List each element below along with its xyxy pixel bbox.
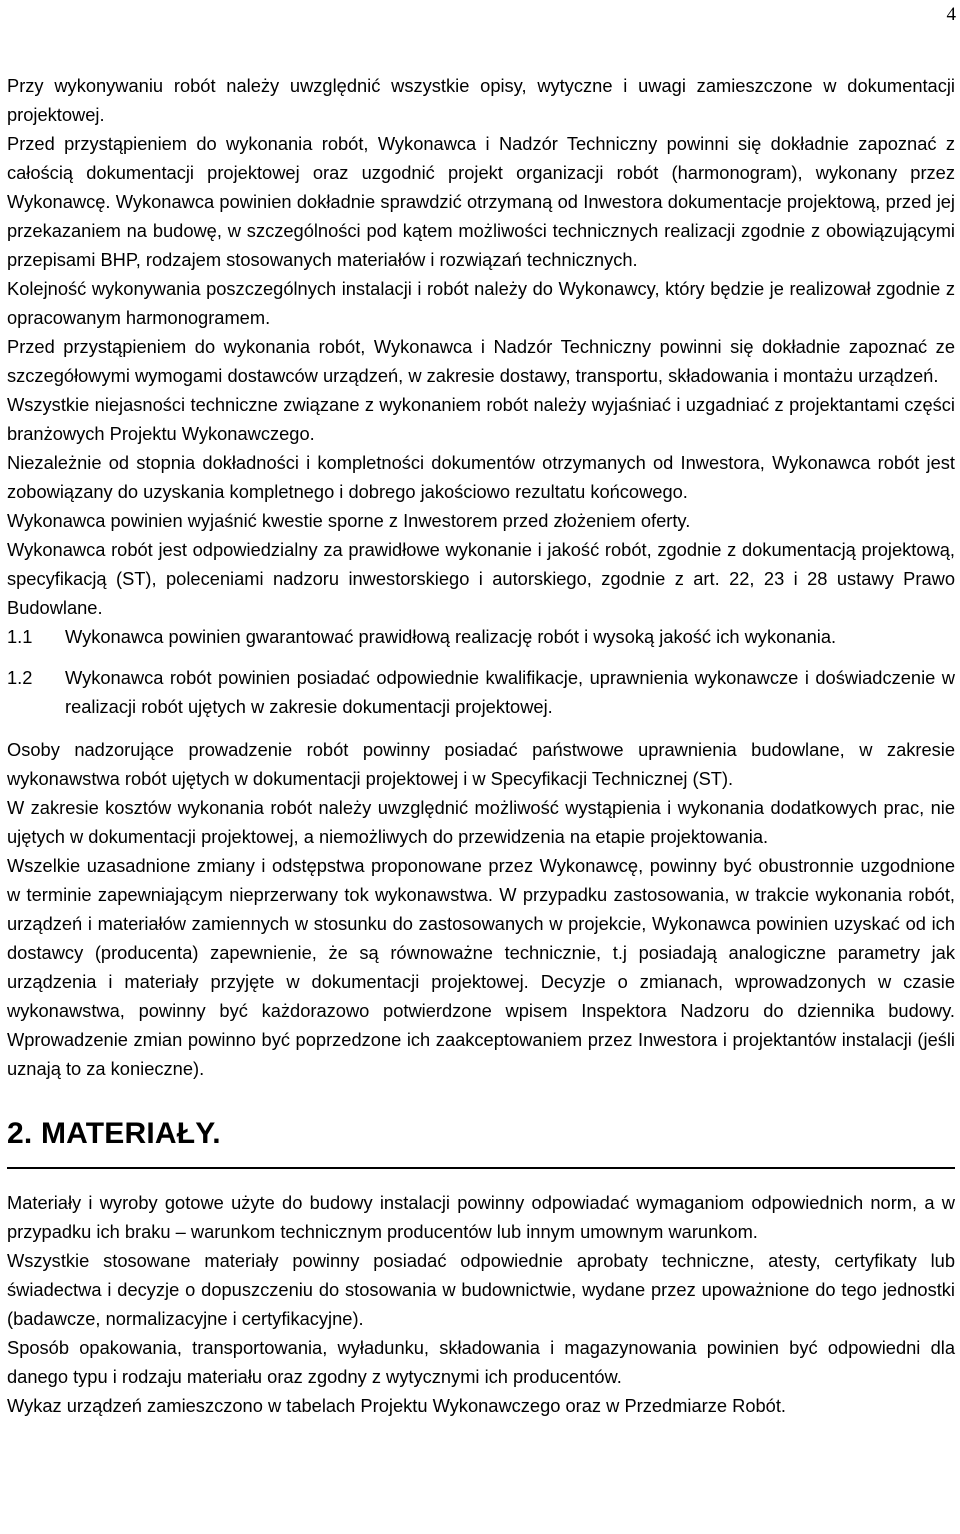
item-number: 1.2 <box>7 667 33 688</box>
paragraph: Przed przystąpieniem do wykonania robót, Wykonawca i Nadzór Techniczny powinni się dokładnie zapoznać ze szczegółowymi wymogami dostawców urządzeń, w zakresie dostawy, transportu, składowania i montażu urządzeń. <box>7 336 955 386</box>
paragraph: Wykonawca powinien wyjaśnić kwestie sporne z Inwestorem przed złożeniem oferty. <box>7 510 691 531</box>
item-text: Wykonawca robót powinien posiadać odpowiednie kwalifikacje, uprawnienia wykonawcze i doświadczenie w realizacji robót ujętych w zakresie dokumentacji projektowej. <box>65 667 955 717</box>
paragraph: W zakresie kosztów wykonania robót należy uwzględnić możliwość wystąpienia i wykonania dodatkowych prac, nie ujętych w dokumentacji projektowej, a niemożliwych do przewidzenia na etapie projektowania. <box>7 797 955 847</box>
paragraph: Wszelkie uzasadnione zmiany i odstępstwa proponowane przez Wykonawcę, powinny być obustronnie uzgodnione w terminie zapewniającym nieprzerwany tok wykonawstwa. W przypadku zastosowania, w trakcie wykonania robót, urządzeń i materiałów zamiennych w stosunku do zastosowanych w projekcie, Wykonawca powinien uzyskać od ich dostawcy (producenta) zapewnienie, że są równoważne technicznie, t.j posiadają analogiczne parametry jak urządzenia i materiały przyjęte w dokumentacji projektowej. Decyzje o zmianach, wprowadzonych w czasie wykonawstwa, powinny być każdorazowo potwierdzone wpisem Inspektora Nadzoru do dziennika budowy. Wprowadzenie zmian powinno być poprzedzone ich zaakceptowaniem przez Inwestora i projektantów instalacji (jeśli uznają to za konieczne). <box>7 855 955 1079</box>
paragraph: Materiały i wyroby gotowe użyte do budowy instalacji powinny odpowiadać wymaganiom odpowiednich norm, a w przypadku ich braku – warunkom technicznym producentów lub innym umownym warunkom. <box>7 1192 955 1242</box>
paragraph: Wykaz urządzeń zamieszczono w tabelach Projektu Wykonawczego oraz w Przedmiarze Robót. <box>7 1395 786 1416</box>
document-body <box>7 71 955 1420</box>
page-number: 4 <box>946 4 956 25</box>
paragraph: Wykonawca robót jest odpowiedzialny za prawidłowe wykonanie i jakość robót, zgodnie z dokumentacją projektową, specyfikacją (ST), poleceniami nadzoru inwestorskiego i autorskiego, zgodnie z art. 22, 23 i 28 ustawy Prawo Budowlane. <box>7 539 955 618</box>
paragraph: Wszystkie stosowane materiały powinny posiadać odpowiednie aprobaty techniczne, atesty, certyfikaty lub świadectwa i decyzje o dopuszczeniu do stosowania w budownictwie, wydane przez upoważnione do tego jednostki (badawcze, normalizacyjne i certyfikacyjne). <box>7 1250 955 1329</box>
paragraph: Przy wykonywaniu robót należy uwzględnić wszystkie opisy, wytyczne i uwagi zamieszczone w dokumentacji projektowej. <box>7 75 955 125</box>
paragraph: Wszystkie niejasności techniczne związane z wykonaniem robót należy wyjaśniać i uzgadniać z projektantami części branżowych Projektu Wykonawczego. <box>7 394 955 444</box>
section-heading: 2. MATERIAŁY. <box>7 1117 221 1150</box>
paragraph: Osoby nadzorujące prowadzenie robót powinny posiadać państwowe uprawnienia budowlane, w zakresie wykonawstwa robót ujętych w dokumentacji projektowej i w Specyfikacji Technicznej (ST). <box>7 739 955 789</box>
numbered-item <box>7 622 955 651</box>
paragraph: Kolejność wykonywania poszczególnych instalacji i robót należy do Wykonawcy, który będzie je realizował zgodnie z opracowanym harmonogramem. <box>7 278 955 328</box>
paragraph: Niezależnie od stopnia dokładności i kompletności dokumentów otrzymanych od Inwestora, Wykonawca robót jest zobowiązany do uzyskania kompletnego i dobrego jakościowo rezultatu końcowego. <box>7 452 955 502</box>
paragraph: Sposób opakowania, transportowania, wyładunku, składowania i magazynowania powinien być odpowiedni dla danego typu i rodzaju materiału oraz zgodny z wytycznymi ich producentów. <box>7 1337 955 1387</box>
item-number: 1.1 <box>7 626 33 647</box>
paragraph: Przed przystąpieniem do wykonania robót, Wykonawca i Nadzór Techniczny powinni się dokładnie zapoznać z całością dokumentacji projektowej oraz uzgodnić projekt organizacji robót (harmonogram), wykonany przez Wykonawcę. Wykonawca powinien dokładnie sprawdzić otrzymaną od Inwestora dokumentacje projektową, przed jej przekazaniem na budowę, w szczególności pod kątem możliwości technicznych realizacji zgodnie z obowiązującymi przepisami BHP, rodzajem stosowanych materiałów i rozwiązań technicznych. <box>7 133 955 270</box>
item-text: Wykonawca powinien gwarantować prawidłową realizację robót i wysoką jakość ich wykonania. <box>65 626 837 647</box>
numbered-item <box>7 663 955 721</box>
